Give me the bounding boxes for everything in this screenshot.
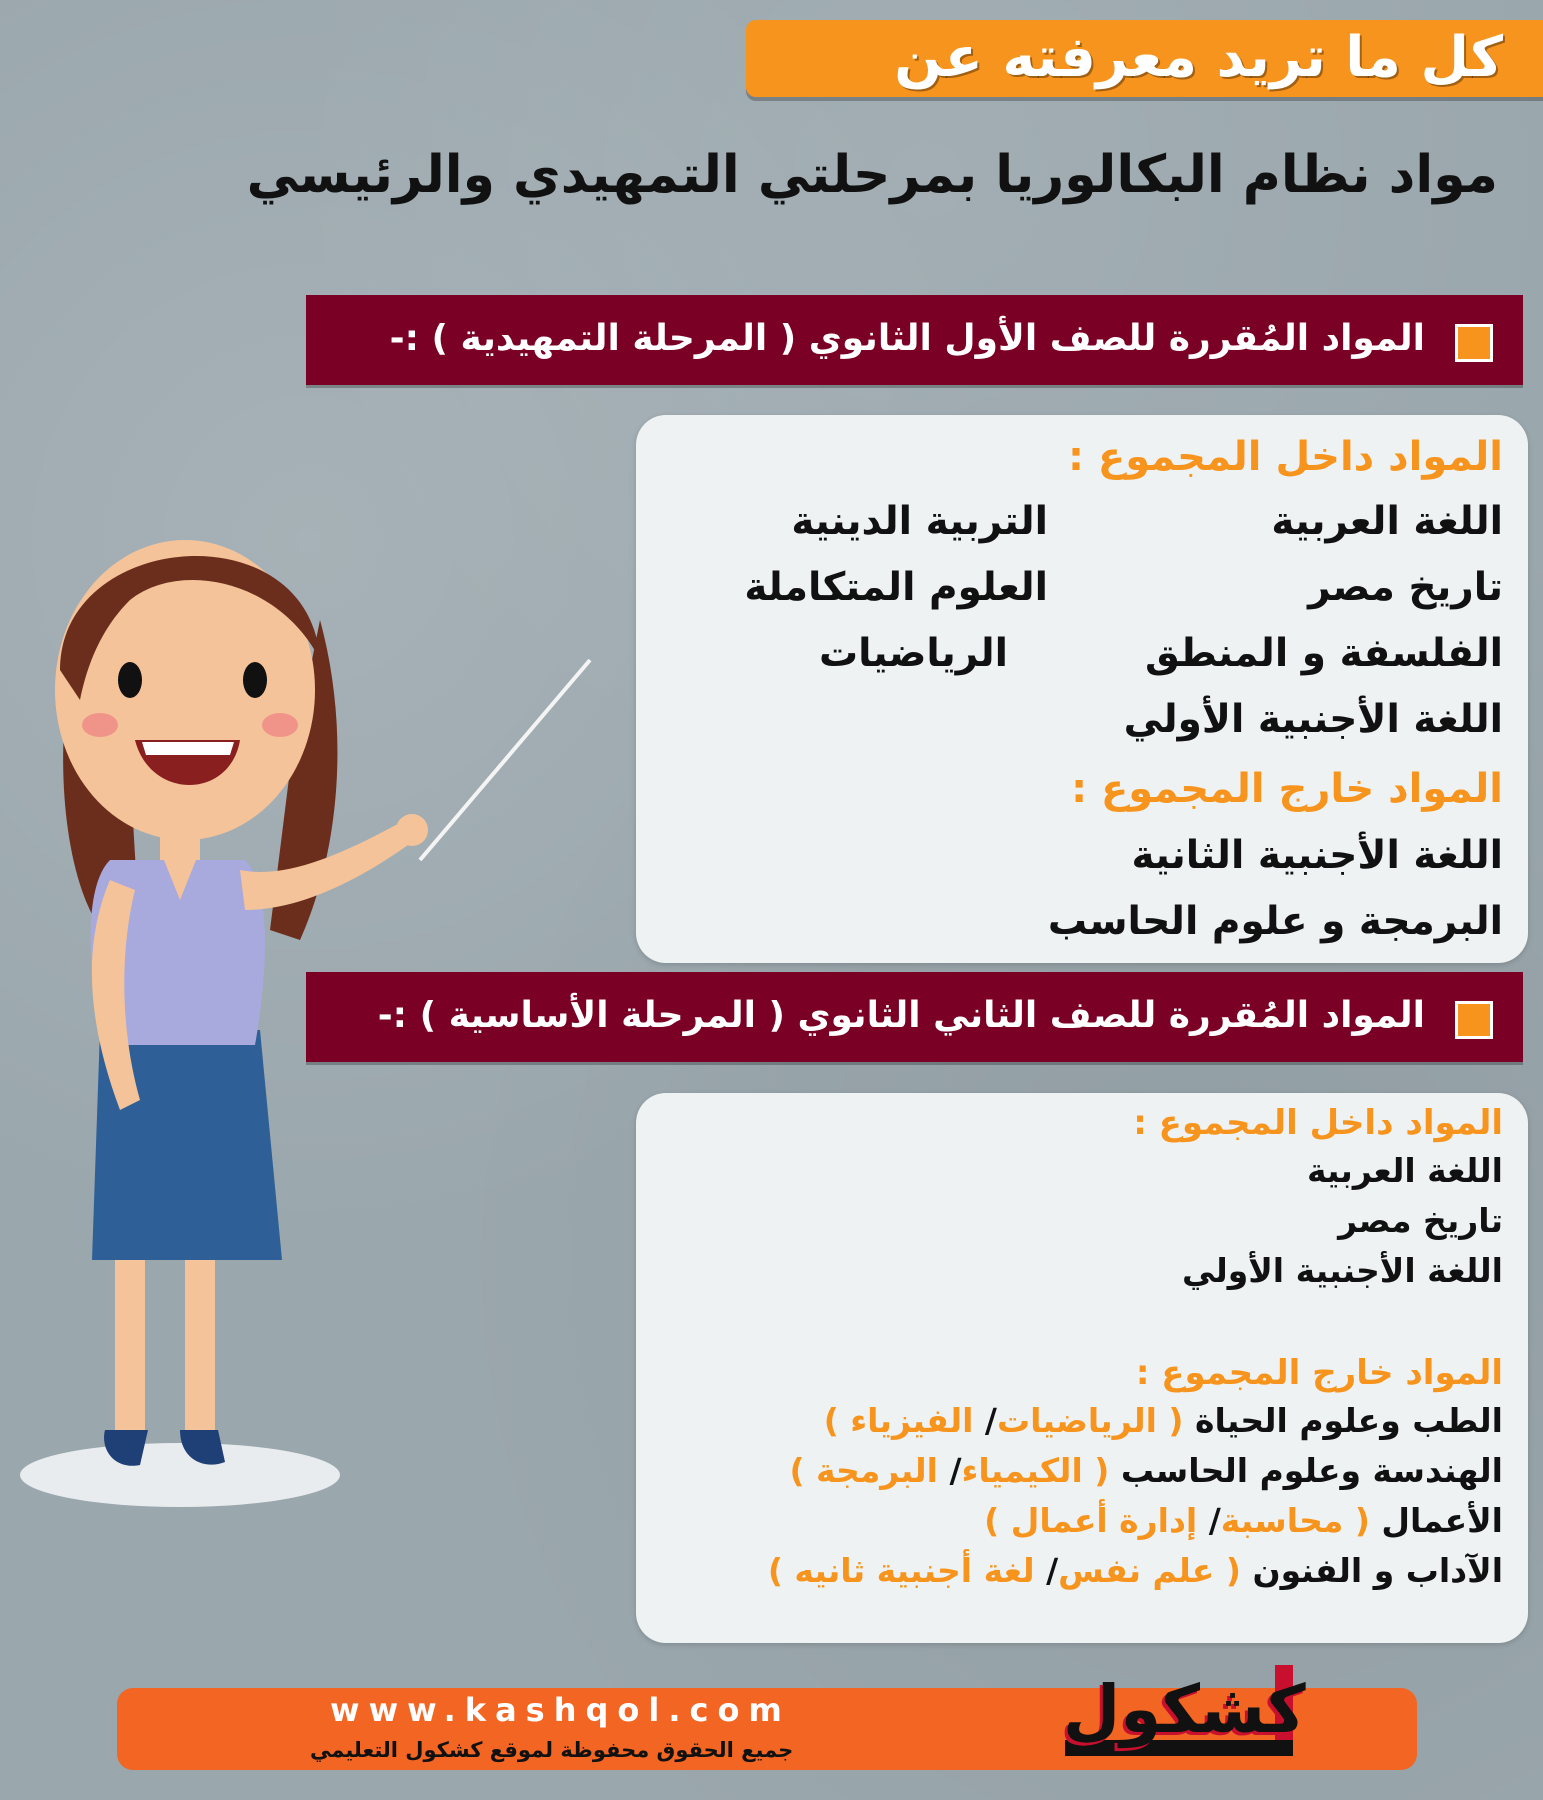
track-row xyxy=(984,1497,1503,1545)
section1-title-bar xyxy=(306,295,1523,385)
paren: ) xyxy=(984,1501,1000,1540)
track-name: الطب وعلوم الحياة xyxy=(1195,1401,1503,1440)
header-banner-text: كل ما تريد معرفته عن xyxy=(894,25,1503,90)
list-item: الرياضيات xyxy=(818,631,1008,676)
track-name: الآداب و الفنون xyxy=(1252,1551,1503,1590)
list-item: اللغة العربية xyxy=(1271,499,1503,544)
list-item: اللغة الأجنبية الأولي xyxy=(1123,697,1503,742)
track-option: الرياضيات xyxy=(996,1401,1157,1440)
paren: ( xyxy=(1225,1551,1241,1590)
track-name: الأعمال xyxy=(1381,1501,1503,1540)
list-item: العلوم المتكاملة xyxy=(744,565,1048,610)
header-banner xyxy=(746,20,1543,97)
list-item: اللغة الأجنبية الأولي xyxy=(1181,1251,1503,1290)
section1-card xyxy=(636,415,1528,963)
section2-card xyxy=(636,1093,1528,1643)
track-option: لغة أجنبية ثانيه xyxy=(794,1551,1035,1590)
separator: / xyxy=(984,1401,997,1440)
paren: ) xyxy=(789,1451,805,1490)
track-option: علم نفس xyxy=(1058,1551,1215,1590)
list-item: تاريخ مصر xyxy=(1308,565,1503,610)
track-option: الكيمياء xyxy=(961,1451,1083,1490)
list-item: التربية الدينية xyxy=(791,499,1048,544)
section2-outside-heading: المواد خارج المجموع : xyxy=(1135,1353,1503,1393)
section2-title: المواد المُقررة للصف الثاني الثانوي ( المرحلة الأساسية ) :- xyxy=(377,995,1425,1036)
track-row xyxy=(768,1547,1503,1595)
square-bullet-icon xyxy=(1455,1001,1493,1039)
track-option: الفيزياء xyxy=(850,1401,974,1440)
separator: / xyxy=(1208,1501,1221,1540)
main-title: مواد نظام البكالوريا بمرحلتي التمهيدي والرئيسي xyxy=(246,145,1498,205)
track-row xyxy=(789,1447,1503,1495)
square-bullet-icon xyxy=(1455,324,1493,362)
track-option: إدارة أعمال xyxy=(1010,1501,1198,1540)
section2-inside-heading: المواد داخل المجموع : xyxy=(1133,1103,1503,1143)
logo-text: كشكول xyxy=(1063,1671,1306,1748)
paren: ) xyxy=(767,1551,783,1590)
paren: ( xyxy=(1354,1501,1370,1540)
list-item: اللغة العربية xyxy=(1306,1151,1503,1190)
list-item: البرمجة و علوم الحاسب xyxy=(1047,899,1503,944)
section1-outside-heading: المواد خارج المجموع : xyxy=(1071,766,1503,812)
track-name: الهندسة وعلوم الحاسب xyxy=(1120,1451,1503,1490)
floor-shadow xyxy=(20,1443,340,1507)
section1-inside-heading: المواد داخل المجموع : xyxy=(1068,434,1503,480)
list-item: تاريخ مصر xyxy=(1338,1201,1503,1240)
paren: ) xyxy=(823,1401,839,1440)
paren: ( xyxy=(1094,1451,1110,1490)
footer-rights: جميع الحقوق محفوظة لموقع كشكول التعليمي xyxy=(310,1738,794,1762)
teacher-illustration xyxy=(20,470,640,1580)
separator: / xyxy=(949,1451,962,1490)
list-item: اللغة الأجنبية الثانية xyxy=(1131,833,1503,878)
track-option: البرمجة xyxy=(816,1451,938,1490)
separator: / xyxy=(1046,1551,1059,1590)
track-row xyxy=(824,1397,1503,1445)
footer-url[interactable]: www.kashqol.com xyxy=(330,1691,791,1729)
section1-title: المواد المُقررة للصف الأول الثانوي ( المرحلة التمهيدية ) :- xyxy=(389,318,1425,359)
list-item: الفلسفة و المنطق xyxy=(1144,631,1503,676)
pointer-stick xyxy=(420,660,590,860)
track-option: محاسبة xyxy=(1220,1501,1344,1540)
paren: ( xyxy=(1168,1401,1184,1440)
